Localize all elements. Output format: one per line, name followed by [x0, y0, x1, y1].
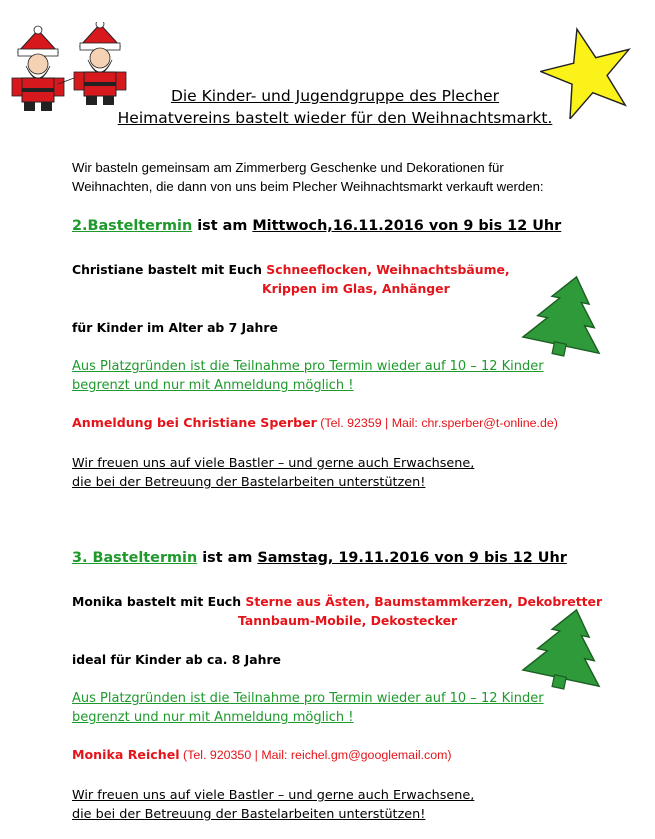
- termin2-items-line1: Sterne aus Ästen, Baumstammkerzen, Dekobretter: [245, 594, 603, 609]
- termin1-closing-line1: Wir freuen uns auf viele Bastler – und gerne auch Erwachsene,: [72, 456, 475, 471]
- termin2-contact-name: Monika Reichel: [72, 747, 180, 762]
- termin1-contact-details[interactable]: (Tel. 92359 | Mail: chr.sperber@t-online.de): [316, 416, 558, 430]
- termin1-closing-line2: die bei der Betreuung der Bastelarbeiten unterstützen!: [72, 475, 426, 490]
- termin1-notice-line1: Aus Platzgründen ist die Teilnahme pro Termin wieder auf 10 – 12 Kinder: [72, 359, 544, 374]
- termin1-mid: ist am: [192, 218, 253, 234]
- termin2-heading: [72, 550, 567, 566]
- termin2-notice-line2: begrenzt und nur mit Anmeldung möglich !: [72, 710, 354, 725]
- termin1-age: für Kinder im Alter ab 7 Jahre: [72, 320, 278, 335]
- page-title-line1: Die Kinder- und Jugendgruppe des Plecher: [170, 87, 500, 105]
- termin1-host-line: [72, 262, 510, 277]
- termin1-items-line1: Schneeflocken, Weihnachtsbäume,: [266, 262, 510, 277]
- termin2-host: Monika bastelt mit Euch: [72, 594, 246, 609]
- termin1-contact: [72, 415, 558, 430]
- intro-line1: Wir basteln gemeinsam am Zimmerberg Geschenke und Dekorationen für: [72, 160, 504, 175]
- christmas-tree-icon: [518, 272, 608, 362]
- termin1-host: Christiane bastelt mit Euch: [72, 262, 267, 277]
- termin2-date: Samstag, 19.11.2016 von 9 bis 12 Uhr: [257, 550, 567, 566]
- termin2-closing-line1: Wir freuen uns auf viele Bastler – und gerne auch Erwachsene,: [72, 788, 475, 803]
- termin2-notice-line1: Aus Platzgründen ist die Teilnahme pro Termin wieder auf 10 – 12 Kinder: [72, 691, 544, 706]
- termin1-date: Mittwoch,16.11.2016 von 9 bis 12 Uhr: [252, 218, 562, 234]
- intro-line2: Weihnachten, die dann von uns beim Plecher Weihnachtsmarkt verkauft werden:: [72, 179, 544, 194]
- termin1-items-line2: Krippen im Glas, Anhänger: [262, 281, 450, 296]
- termin2-label: 3. Basteltermin: [72, 550, 198, 566]
- termin2-contact: [72, 747, 452, 762]
- termin1-notice-line2: begrenzt und nur mit Anmeldung möglich !: [72, 378, 354, 393]
- termin2-mid: ist am: [197, 550, 258, 566]
- termin1-label: 2.Basteltermin: [72, 218, 193, 234]
- christmas-tree-icon: [518, 605, 608, 695]
- termin2-items-line2: Tannbaum-Mobile, Dekostecker: [238, 613, 458, 628]
- termin1-contact-name: Anmeldung bei Christiane Sperber: [72, 415, 317, 430]
- page-title-line2: Heimatvereins bastelt wieder für den Weihnachtsmarkt.: [117, 109, 553, 127]
- termin1-heading: [72, 218, 561, 234]
- termin2-contact-details[interactable]: (Tel. 920350 | Mail: reichel.gm@googlemail.com): [179, 748, 452, 762]
- termin2-closing-line2: die bei der Betreuung der Bastelarbeiten unterstützen!: [72, 807, 426, 822]
- termin2-age: ideal für Kinder ab ca. 8 Jahre: [72, 652, 281, 667]
